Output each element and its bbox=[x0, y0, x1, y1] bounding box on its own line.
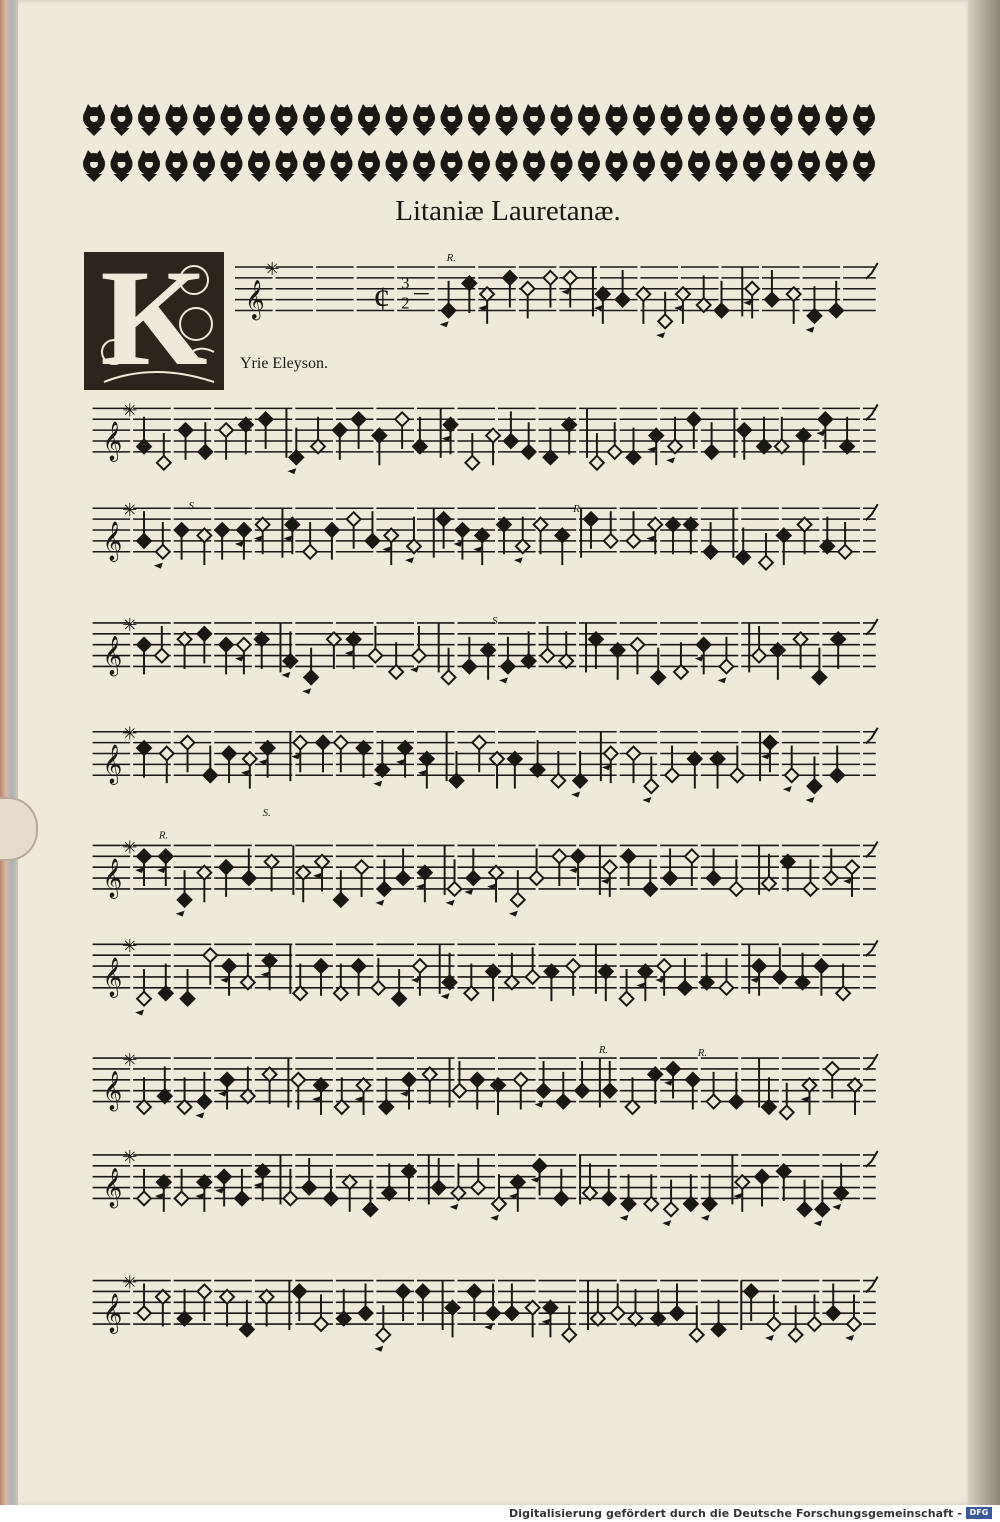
note bbox=[534, 518, 548, 555]
note bbox=[382, 1163, 396, 1200]
note bbox=[287, 428, 303, 474]
note bbox=[410, 626, 426, 672]
note bbox=[801, 1078, 817, 1115]
note bbox=[261, 954, 277, 991]
custos-icon bbox=[866, 940, 878, 956]
note bbox=[486, 429, 500, 466]
note bbox=[343, 1175, 357, 1212]
note bbox=[666, 518, 680, 555]
note bbox=[765, 1294, 781, 1340]
note bbox=[700, 953, 714, 990]
note bbox=[688, 752, 702, 789]
note bbox=[848, 1078, 862, 1115]
note bbox=[611, 643, 625, 680]
note bbox=[505, 953, 519, 990]
note bbox=[794, 632, 808, 669]
music-staff bbox=[93, 1050, 878, 1119]
note bbox=[462, 276, 476, 313]
note bbox=[158, 1066, 172, 1103]
note bbox=[762, 854, 776, 891]
note bbox=[781, 855, 795, 892]
note bbox=[777, 529, 791, 566]
note bbox=[535, 1061, 551, 1107]
note bbox=[296, 866, 310, 903]
note bbox=[777, 1164, 791, 1201]
editorial-mark: R. bbox=[446, 252, 456, 265]
note bbox=[642, 756, 658, 802]
editorial-mark: S bbox=[492, 614, 498, 627]
note bbox=[464, 964, 478, 1001]
note bbox=[796, 953, 810, 990]
note bbox=[666, 417, 682, 463]
note bbox=[736, 528, 750, 565]
treble-clef-icon: 𝄞 bbox=[102, 1293, 123, 1333]
note bbox=[594, 287, 610, 324]
note bbox=[155, 1175, 171, 1212]
note bbox=[178, 1289, 192, 1326]
sharp-icon: ✳ bbox=[122, 500, 138, 521]
editorial-mark: R. bbox=[158, 829, 169, 842]
note bbox=[555, 529, 569, 566]
note bbox=[636, 287, 650, 324]
note bbox=[241, 1066, 255, 1103]
treble-clef-icon: 𝄞 bbox=[102, 635, 123, 675]
note bbox=[263, 1067, 277, 1104]
note bbox=[508, 752, 522, 789]
note bbox=[526, 1301, 540, 1338]
note bbox=[509, 870, 525, 916]
music-staff bbox=[235, 259, 878, 338]
note bbox=[544, 965, 558, 1002]
note bbox=[195, 1072, 211, 1118]
sharp-icon: ✳ bbox=[122, 614, 138, 635]
note bbox=[733, 1175, 749, 1212]
note bbox=[241, 953, 255, 990]
note bbox=[195, 1175, 211, 1212]
note bbox=[757, 417, 771, 454]
custos-icon bbox=[866, 504, 878, 520]
note bbox=[441, 953, 457, 999]
custos-icon bbox=[866, 263, 878, 279]
note bbox=[627, 428, 641, 465]
note bbox=[178, 632, 192, 669]
note bbox=[405, 517, 421, 563]
note bbox=[797, 429, 811, 466]
note bbox=[355, 1078, 371, 1115]
note bbox=[514, 517, 530, 563]
note bbox=[490, 1174, 506, 1220]
note bbox=[302, 648, 318, 694]
note bbox=[345, 632, 361, 669]
note bbox=[798, 518, 812, 555]
lyric-text: Yrie Eleyson. bbox=[240, 355, 328, 372]
note bbox=[382, 529, 398, 566]
note bbox=[260, 1290, 274, 1327]
editorial-mark: S. bbox=[262, 806, 271, 819]
note bbox=[312, 1078, 328, 1115]
note bbox=[840, 417, 854, 454]
note bbox=[583, 1163, 597, 1200]
treble-clef-icon: 𝄞 bbox=[102, 956, 123, 996]
note bbox=[154, 522, 170, 568]
note bbox=[571, 751, 587, 797]
note bbox=[440, 281, 456, 327]
note bbox=[806, 286, 822, 332]
sharp-icon: ✳ bbox=[264, 258, 280, 279]
editorial-mark: R. bbox=[598, 1044, 609, 1057]
cut-time-icon: ¢ bbox=[373, 280, 391, 318]
note bbox=[313, 855, 329, 892]
note bbox=[254, 1164, 270, 1201]
note bbox=[684, 1174, 698, 1211]
note bbox=[701, 1174, 717, 1220]
note bbox=[562, 418, 576, 455]
custos-icon bbox=[866, 404, 878, 420]
custos-icon bbox=[866, 1277, 878, 1293]
note bbox=[831, 632, 845, 669]
treble-clef-icon: 𝄞 bbox=[102, 420, 123, 460]
music-staff bbox=[93, 500, 878, 569]
editorial-mark: S. bbox=[188, 500, 197, 513]
note bbox=[379, 1077, 393, 1114]
note bbox=[389, 642, 403, 679]
sharp-icon: ✳ bbox=[122, 400, 138, 421]
note bbox=[486, 965, 500, 1002]
note bbox=[239, 418, 253, 455]
note bbox=[559, 631, 573, 668]
note bbox=[178, 1077, 192, 1114]
note bbox=[712, 1300, 726, 1337]
note bbox=[418, 752, 434, 789]
note bbox=[487, 866, 503, 903]
music-staff bbox=[93, 724, 878, 803]
music-staff bbox=[93, 1272, 878, 1351]
note bbox=[311, 417, 325, 454]
note bbox=[806, 756, 822, 802]
treble-clef-icon: 𝄞 bbox=[102, 1167, 123, 1207]
note bbox=[674, 287, 690, 324]
note bbox=[509, 1175, 525, 1212]
note bbox=[544, 428, 558, 465]
note bbox=[265, 855, 279, 892]
treble-clef-icon: 𝄞 bbox=[102, 744, 123, 784]
custos-icon bbox=[866, 619, 878, 635]
note bbox=[626, 1077, 640, 1114]
custos-icon bbox=[866, 1054, 878, 1070]
treble-clef-icon: 𝄞 bbox=[244, 279, 265, 319]
footer-credit: Digitalisierung gefördert durch die Deutsche Forschungsgemeinschaft - bbox=[509, 1507, 962, 1520]
note bbox=[646, 518, 662, 555]
custos-icon bbox=[866, 728, 878, 744]
note bbox=[402, 1164, 416, 1201]
note bbox=[599, 965, 613, 1002]
note bbox=[137, 1077, 151, 1114]
note bbox=[137, 417, 151, 454]
note bbox=[283, 518, 299, 555]
note bbox=[255, 632, 269, 669]
note bbox=[481, 643, 495, 680]
note bbox=[491, 1078, 505, 1115]
note bbox=[327, 632, 341, 669]
note bbox=[620, 1174, 636, 1220]
note bbox=[446, 859, 462, 905]
sharp-icon: ✳ bbox=[122, 837, 138, 858]
music-staff bbox=[93, 936, 878, 1015]
note bbox=[836, 964, 850, 1001]
note bbox=[775, 417, 789, 454]
note bbox=[334, 964, 348, 1001]
footer-bar bbox=[0, 1505, 1000, 1522]
note bbox=[159, 964, 173, 1001]
music-staff bbox=[93, 400, 878, 474]
time-signature-top: 3 bbox=[401, 273, 410, 293]
note bbox=[450, 751, 464, 788]
note bbox=[636, 965, 652, 1002]
note bbox=[644, 1174, 658, 1211]
note bbox=[697, 275, 711, 312]
note bbox=[375, 859, 391, 905]
note bbox=[674, 642, 688, 679]
note bbox=[335, 1077, 349, 1114]
note bbox=[373, 740, 389, 786]
note bbox=[176, 870, 192, 916]
time-signature-bottom: 2 bbox=[401, 293, 410, 313]
page-title: Litaniæ Lauretanæ. bbox=[395, 195, 621, 227]
note bbox=[484, 1284, 500, 1330]
note bbox=[762, 1077, 776, 1114]
treble-clef-icon: 𝄞 bbox=[102, 1070, 123, 1110]
note bbox=[241, 752, 257, 789]
note bbox=[281, 631, 297, 677]
custos-icon bbox=[866, 1151, 878, 1167]
note bbox=[254, 518, 270, 555]
note bbox=[684, 518, 698, 555]
note bbox=[497, 518, 511, 555]
note bbox=[450, 1163, 466, 1209]
sharp-icon: ✳ bbox=[122, 1272, 138, 1293]
note bbox=[551, 751, 565, 788]
note bbox=[662, 1180, 678, 1226]
note bbox=[197, 866, 211, 903]
note bbox=[787, 287, 801, 324]
note bbox=[220, 1290, 234, 1327]
note bbox=[442, 418, 458, 455]
note bbox=[374, 1305, 390, 1351]
note bbox=[337, 1289, 351, 1326]
note bbox=[651, 1289, 665, 1326]
note bbox=[629, 1289, 643, 1326]
note bbox=[783, 746, 799, 792]
note bbox=[135, 969, 151, 1015]
music-staff bbox=[93, 615, 878, 694]
sharp-icon: ✳ bbox=[122, 1049, 138, 1070]
note bbox=[259, 741, 275, 778]
note bbox=[589, 632, 603, 669]
note bbox=[813, 1180, 829, 1226]
initial-letter: K bbox=[100, 241, 208, 394]
note bbox=[293, 964, 307, 1001]
note bbox=[413, 417, 427, 454]
note bbox=[372, 429, 386, 466]
note bbox=[490, 752, 504, 789]
treble-clef-icon: 𝄞 bbox=[102, 520, 123, 560]
note bbox=[647, 429, 663, 466]
note bbox=[648, 1067, 662, 1104]
note bbox=[771, 643, 785, 680]
note bbox=[820, 517, 834, 554]
editorial-mark: R. bbox=[697, 1047, 708, 1060]
sharp-icon: ✳ bbox=[122, 936, 138, 957]
note bbox=[197, 529, 211, 566]
note bbox=[423, 1067, 437, 1104]
note bbox=[473, 529, 489, 566]
treble-clef-icon: 𝄞 bbox=[102, 857, 123, 897]
note bbox=[718, 637, 734, 683]
note bbox=[416, 866, 432, 903]
note bbox=[396, 741, 412, 778]
note bbox=[499, 637, 515, 683]
note bbox=[446, 1301, 460, 1338]
dfg-logo: DFG bbox=[966, 1507, 992, 1519]
note bbox=[522, 631, 536, 668]
note bbox=[542, 1301, 558, 1338]
note bbox=[156, 1290, 170, 1327]
sharp-icon: ✳ bbox=[122, 1146, 138, 1167]
editorial-mark: R. bbox=[573, 503, 583, 516]
note bbox=[845, 1294, 861, 1340]
note bbox=[656, 292, 672, 338]
note bbox=[137, 741, 151, 778]
note bbox=[531, 740, 545, 777]
sharp-icon: ✳ bbox=[122, 723, 138, 744]
note bbox=[240, 1300, 254, 1337]
note bbox=[832, 1163, 848, 1209]
note bbox=[711, 752, 725, 789]
note bbox=[478, 287, 494, 324]
music-staff bbox=[93, 837, 878, 916]
music-staff bbox=[93, 1147, 878, 1226]
custos-icon bbox=[866, 841, 878, 857]
note bbox=[464, 848, 480, 894]
note bbox=[591, 1289, 605, 1326]
note bbox=[357, 741, 371, 778]
